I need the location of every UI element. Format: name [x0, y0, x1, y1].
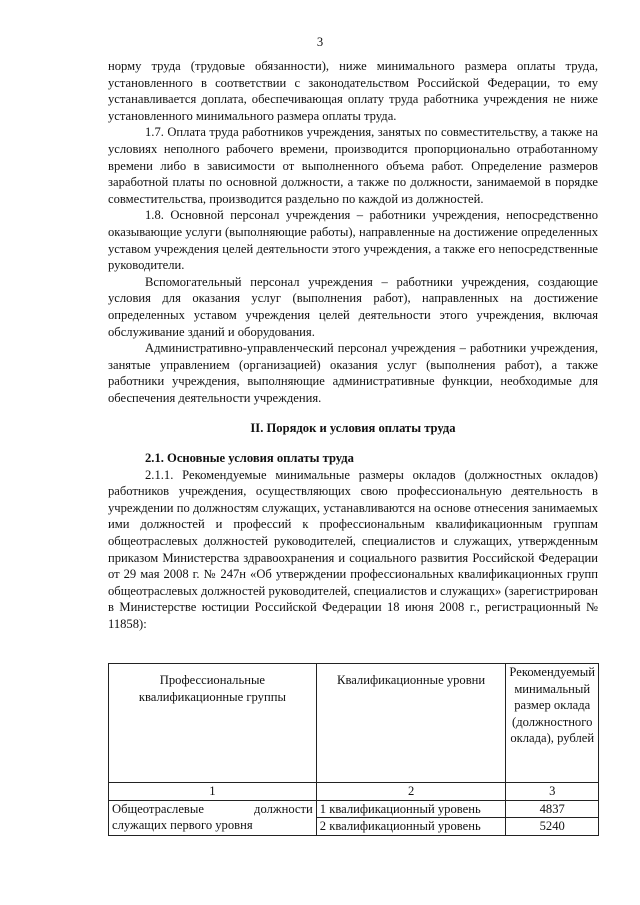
paragraph-1-7: 1.7. Оплата труда работников учреждения, занятых по совместительству, а также на условиях неполного рабочего времени, производится пропорционально отработанному времени либо в зависимости от выполненного объема работ. Определение размеров заработной платы по основной должности, а также по должности, занимаемой в порядке совместительства, производится раздельно по каждой из должностей.: [108, 125, 598, 206]
header-salary: Рекомендуемый минимальный размер оклада (должностного оклада), рублей: [506, 664, 599, 783]
column-number-1: 1: [109, 783, 317, 801]
paragraph-support-staff: Вспомогательный персонал учреждения – работники учреждения, создающие условия для оказания услуг (выполнения работ), направленных на достижение определенных уставом учреждения целей деятельности этого учреждения, включая обслуживание зданий и оборудования.: [108, 274, 598, 339]
paragraph-2-1-1: 2.1.1. Рекомендуемые минимальные размеры окладов (должностных окладов) работников учреждения, осуществляющих свою профессиональную деятельность в учреждении по должностям служащих, устанавливаются на основе отнесения занимаемых ими должностей и профессий к профессиональным квалификационным группам общеотраслевых должностей руководителей, специалистов и служащих, утвержденным приказом Министерства здравоохранения и социального развития Российской Федерации от 29 мая 2008 г. № 247н «Об утверждении профессиональных квалификационных групп общеотраслевых должностей руководителей, специалистов и служащих» (зарегистрирован в Министерстве юстиции Российской Федерации 18 июня 2008 г., регистрационный № 11858):: [108, 467, 598, 631]
level-cell: 2 квалификационный уровень: [316, 818, 506, 836]
column-number-3: 3: [506, 783, 599, 801]
table-row: [109, 800, 599, 818]
group-cell: Общеотраслевые должности служащих первого уровня: [109, 800, 317, 835]
salary-table: [108, 663, 599, 836]
paragraph-admin-staff: Административно-управленческий персонал учреждения – работники учреждения, занятые управлением (организацией) оказания услуг (выполнения работ), а также работники учреждения, выполняющие административные функции, необходимые для обеспечения деятельности учреждения.: [108, 341, 598, 405]
paragraph-1-8: 1.8. Основной персонал учреждения – работники учреждения, непосредственно оказывающие услуги (выполняющие работы), направленные на достижение определенных уставом учреждения целей деятельности этого учреждения, а также его непосредственные руководители.: [108, 208, 598, 273]
table-number-row: [109, 783, 599, 801]
header-qualification-groups: Профессиональные квалификационные группы: [109, 664, 317, 783]
subsection-title: 2.1. Основные условия оплаты труда: [145, 451, 354, 466]
salary-cell: 4837: [506, 800, 599, 818]
level-cell: 1 квалификационный уровень: [316, 800, 506, 818]
paragraph-continuation: норму труда (трудовые обязанности), ниже минимального размера оплаты труда, установленного в соответствии с законодательством Российской Федерации, то ему устанавливается доплата, обеспечивающая оплату труда работника учреждения не ниже установленного минимального размера оплаты труда.: [108, 59, 598, 123]
table-header-row: [109, 664, 599, 783]
page-number: 3: [316, 35, 324, 49]
column-number-2: 2: [316, 783, 506, 801]
header-qualification-levels: Квалификационные уровни: [316, 664, 506, 783]
section-title: II. Порядок и условия оплаты труда: [250, 421, 456, 436]
salary-cell: 5240: [506, 818, 599, 836]
document-body: [108, 58, 598, 633]
